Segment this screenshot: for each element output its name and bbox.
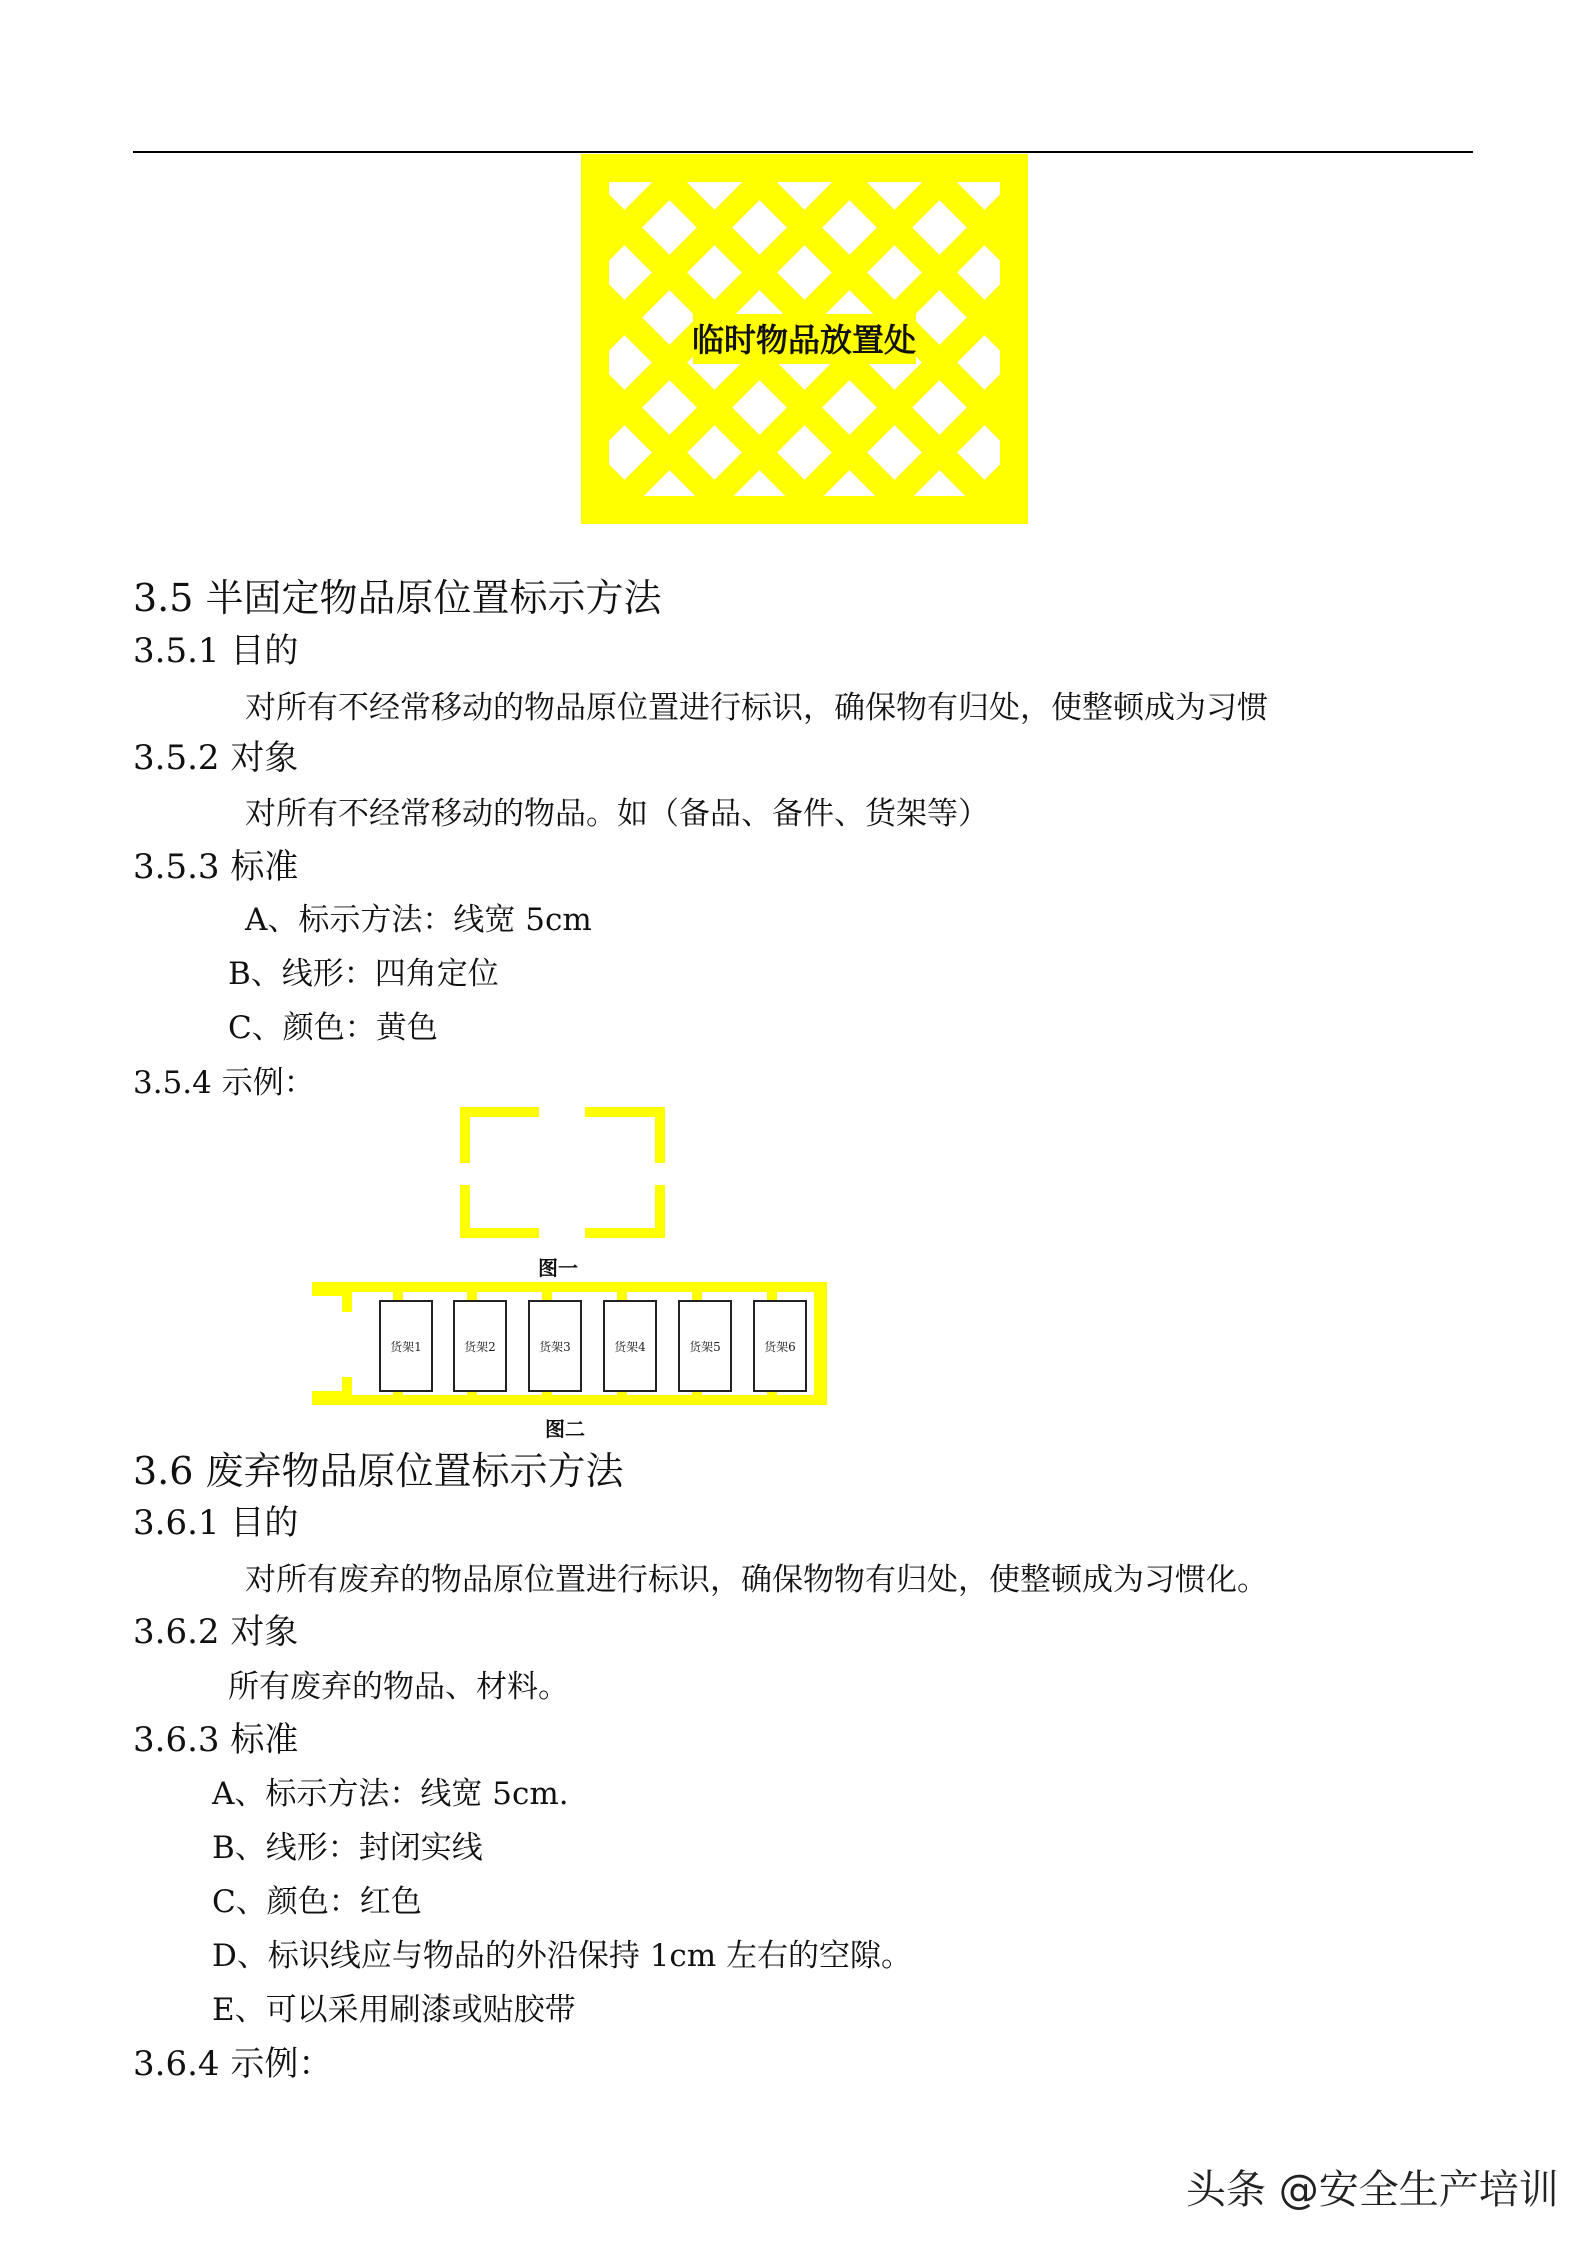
- section-3-6-title: 3.6 废弃物品原位置标示方法: [133, 1449, 624, 1493]
- rack-6: 货架6: [753, 1300, 807, 1392]
- rack-3: 货架3: [528, 1300, 582, 1392]
- sign-label: 临时物品放置处: [691, 321, 917, 359]
- section-3-6-4-title: 3.6.4 示例：: [133, 2044, 333, 2084]
- section-3-5-1-text: 对所有不经常移动的物品原位置进行标识，确保物有归处，使整顿成为习惯: [245, 690, 1268, 726]
- section-3-5-4-title: 3.5.4 示例：: [133, 1065, 315, 1101]
- rack-5: 货架5: [678, 1300, 732, 1392]
- section-3-5-1-title: 3.5.1 目的: [133, 631, 299, 671]
- rack-4: 货架4: [603, 1300, 657, 1392]
- section-3-5-2-title: 3.5.2 对象: [133, 738, 299, 778]
- header-rule: [133, 151, 1473, 153]
- standard-item-d: D、标识线应与物品的外沿保持 1cm 左右的空隙。: [212, 1938, 913, 1974]
- section-3-6-1-text: 对所有废弃的物品原位置进行标识，确保物物有归处，使整顿成为习惯化。: [245, 1562, 1268, 1598]
- section-3-5-2-text: 对所有不经常移动的物品。如（备品、备件、货架等）: [245, 796, 989, 832]
- section-3-6-2-title: 3.6.2 对象: [133, 1612, 299, 1652]
- figure-1-corner-marks: [458, 1105, 670, 1240]
- figure-1-caption: 图一: [538, 1256, 578, 1280]
- standard-item-e: E、可以采用刷漆或贴胶带: [212, 1992, 576, 2028]
- section-3-5-title: 3.5 半固定物品原位置标示方法: [133, 576, 662, 620]
- section-3-5-3-title: 3.5.3 标准: [133, 847, 299, 887]
- section-3-6-1-title: 3.6.1 目的: [133, 1503, 299, 1543]
- standard-item-b: B、线形：四角定位: [228, 956, 499, 992]
- temporary-storage-sign: [581, 154, 1028, 524]
- standard-item-c: C、颜色：黄色: [228, 1010, 438, 1046]
- standard-item-a: A、标示方法：线宽 5cm: [245, 902, 592, 938]
- rack-2: 货架2: [453, 1300, 507, 1392]
- section-3-6-2-text: 所有废弃的物品、材料。: [228, 1669, 569, 1705]
- figure-2-caption: 图二: [545, 1417, 585, 1441]
- standard-item-a: A、标示方法：线宽 5cm.: [212, 1776, 569, 1812]
- standard-item-c: C、颜色：红色: [212, 1884, 422, 1920]
- section-3-6-3-title: 3.6.3 标准: [133, 1720, 299, 1760]
- rack-1: 货架1: [379, 1300, 433, 1392]
- watermark: 头条 @安全生产培训: [1186, 2167, 1559, 2213]
- standard-item-b: B、线形：封闭实线: [212, 1830, 483, 1866]
